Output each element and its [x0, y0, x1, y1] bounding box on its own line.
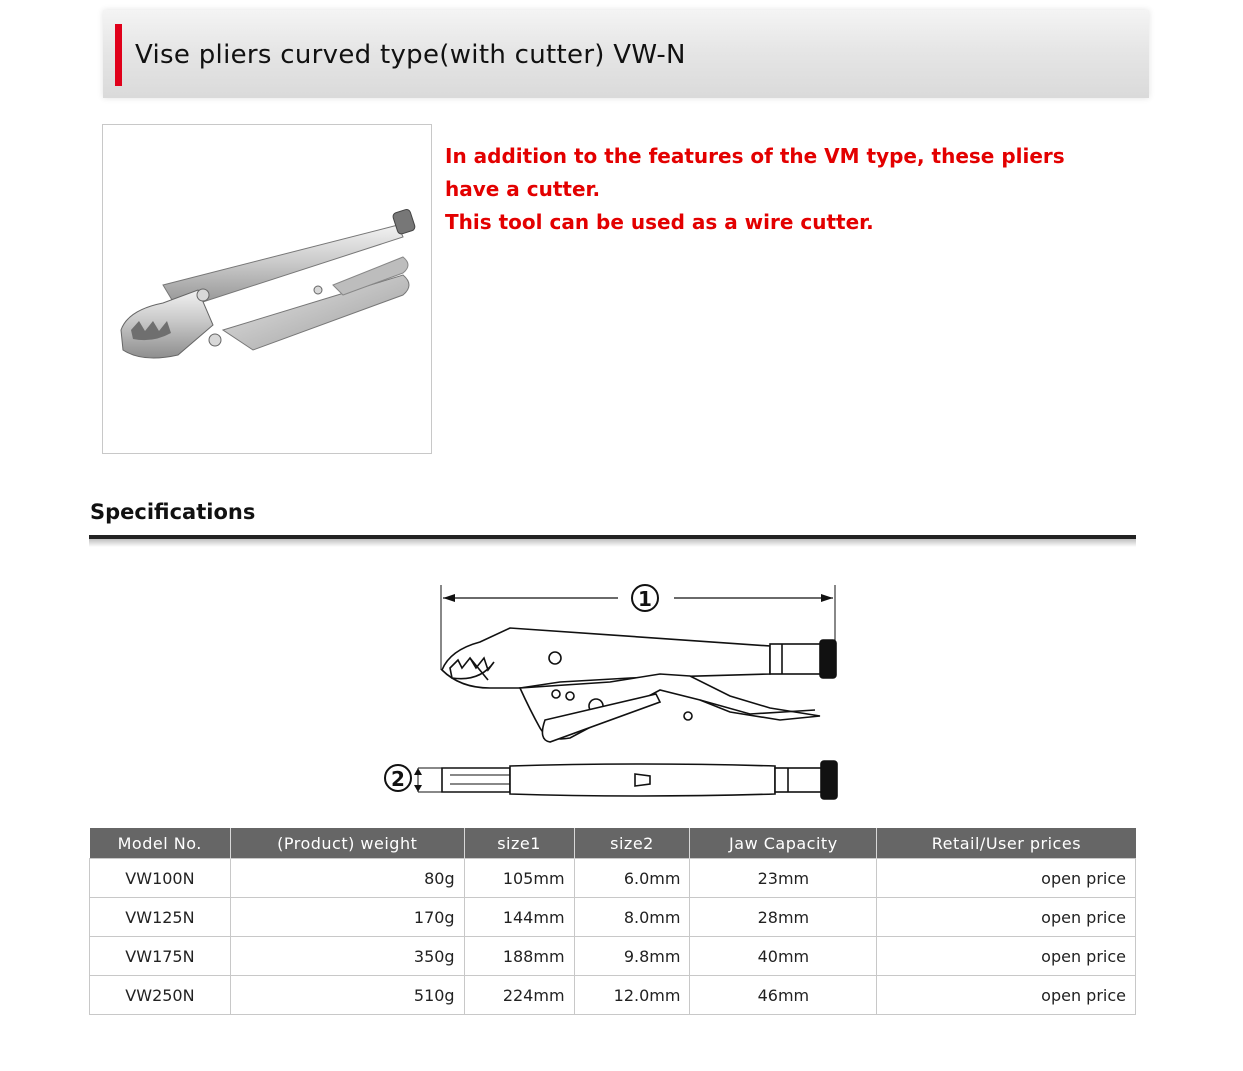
table-header-row	[90, 828, 1136, 859]
cell-model-no: VW250N	[90, 976, 231, 1015]
column-header-weight: (Product) weight	[230, 828, 464, 859]
column-header-size2: size2	[574, 828, 690, 859]
cell-jaw-capacity: 40mm	[690, 937, 877, 976]
column-header-size1: size1	[464, 828, 574, 859]
cell-model-no: VW175N	[90, 937, 231, 976]
cell-size1: 144mm	[464, 898, 574, 937]
specifications-table	[89, 828, 1136, 1015]
cell-jaw-capacity: 23mm	[690, 859, 877, 898]
title-accent-bar	[115, 24, 122, 86]
cell-weight: 350g	[230, 937, 464, 976]
table-row	[90, 937, 1136, 976]
cell-size2: 9.8mm	[574, 937, 690, 976]
cell-size2: 8.0mm	[574, 898, 690, 937]
product-photo	[102, 124, 432, 454]
table-row	[90, 859, 1136, 898]
column-header-model-no: Model No.	[90, 828, 231, 859]
section-divider-shadow	[89, 539, 1136, 547]
cell-price: open price	[877, 937, 1136, 976]
column-header-jaw-capacity: Jaw Capacity	[690, 828, 877, 859]
cell-jaw-capacity: 46mm	[690, 976, 877, 1015]
cell-weight: 170g	[230, 898, 464, 937]
cell-jaw-capacity: 28mm	[690, 898, 877, 937]
cell-model-no: VW125N	[90, 898, 231, 937]
description-line: In addition to the features of the VM type, these pliers have a cutter.	[445, 144, 1065, 201]
product-description	[445, 140, 1125, 239]
cell-size2: 6.0mm	[574, 859, 690, 898]
cell-price: open price	[877, 859, 1136, 898]
cell-weight: 510g	[230, 976, 464, 1015]
cell-model-no: VW100N	[90, 859, 231, 898]
cell-size1: 224mm	[464, 976, 574, 1015]
cell-size1: 188mm	[464, 937, 574, 976]
cell-size2: 12.0mm	[574, 976, 690, 1015]
page-title: Vise pliers curved type(with cutter) VW-N	[135, 40, 686, 70]
cell-weight: 80g	[230, 859, 464, 898]
description-line: This tool can be used as a wire cutter.	[445, 210, 874, 234]
dimension-diagram	[370, 570, 870, 810]
column-header-price: Retail/User prices	[877, 828, 1136, 859]
table-row	[90, 976, 1136, 1015]
cell-size1: 105mm	[464, 859, 574, 898]
cell-price: open price	[877, 898, 1136, 937]
table-row	[90, 898, 1136, 937]
title-bar	[103, 10, 1149, 98]
specifications-heading: Specifications	[90, 500, 256, 524]
dimension-label-2: 2	[391, 767, 405, 791]
cell-price: open price	[877, 976, 1136, 1015]
dimension-label-1: 1	[638, 587, 652, 611]
